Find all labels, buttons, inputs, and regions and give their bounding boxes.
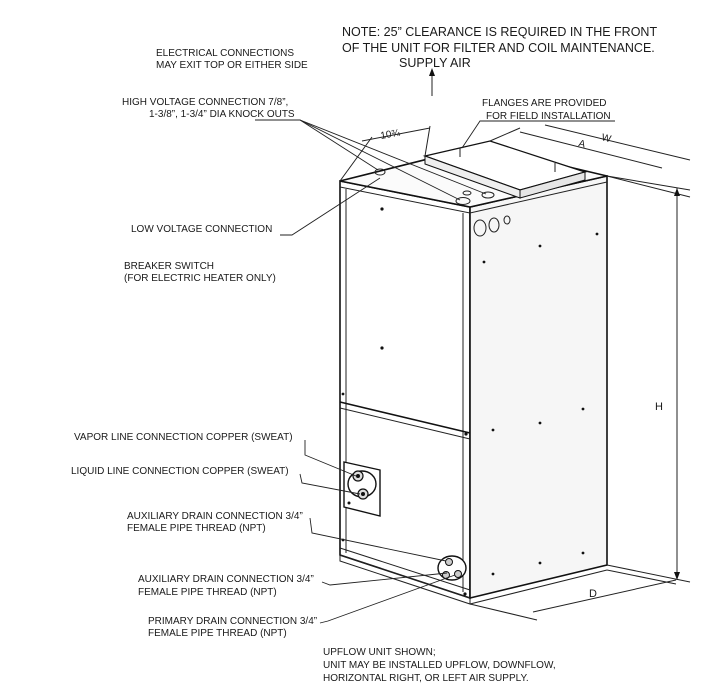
dim-d: D — [589, 588, 597, 600]
breaker-switch-line2: (FOR ELECTRIC HEATER ONLY) — [124, 273, 276, 284]
primary-drain-line2: FEMALE PIPE THREAD (NPT) — [148, 628, 287, 639]
aux-drain-lower-line1: AUXILIARY DRAIN CONNECTION 3/4” — [138, 574, 314, 585]
flanges-line1: FLANGES ARE PROVIDED — [482, 98, 607, 109]
electrical-connections-line2: MAY EXIT TOP OR EITHER SIDE — [156, 60, 308, 71]
notes — [342, 25, 657, 70]
dim-a: A — [577, 138, 587, 151]
cabinet-front-face — [340, 181, 470, 598]
liquid-line-label: LIQUID LINE CONNECTION COPPER (SWEAT) — [71, 466, 289, 477]
cabinet-side-face — [470, 176, 607, 598]
upflow-note-line1: UPFLOW UNIT SHOWN; — [323, 647, 436, 658]
high-voltage-line1: HIGH VOLTAGE CONNECTION 7/8”, — [122, 97, 289, 108]
clearance-note-line2: OF THE UNIT FOR FILTER AND COIL MAINTENANCE. — [342, 41, 655, 55]
upflow-note-line3: HORIZONTAL RIGHT, OR LEFT AIR SUPPLY. — [323, 673, 529, 684]
upflow-note — [323, 647, 556, 684]
upflow-note-line2: UNIT MAY BE INSTALLED UPFLOW, DOWNFLOW, — [323, 660, 556, 671]
aux-drain-upper-line1: AUXILIARY DRAIN CONNECTION 3/4” — [127, 511, 303, 522]
dim-top-width: 10¾ — [379, 127, 401, 142]
clearance-note-line1: NOTE: 25” CLEARANCE IS REQUIRED IN THE FRONT — [342, 25, 658, 39]
breaker-switch-line1: BREAKER SWITCH — [124, 261, 215, 272]
aux-drain-upper-line2: FEMALE PIPE THREAD (NPT) — [127, 523, 266, 534]
aux-drain-fitting-lower — [455, 571, 462, 578]
refrigerant-connections — [344, 462, 380, 516]
low-voltage-label: LOW VOLTAGE CONNECTION — [131, 224, 273, 235]
primary-drain-line1: PRIMARY DRAIN CONNECTION 3/4” — [148, 616, 318, 627]
aux-drain-lower-line2: FEMALE PIPE THREAD (NPT) — [138, 587, 277, 598]
cabinet — [340, 141, 607, 604]
dim-w: W — [600, 132, 613, 146]
aux-drain-fitting-upper — [446, 559, 453, 566]
flanges-line2: FOR FIELD INSTALLATION — [486, 111, 611, 122]
supply-air-label: SUPPLY AIR — [399, 56, 471, 70]
electrical-connections-line1: ELECTRICAL CONNECTIONS — [156, 48, 294, 59]
vapor-line-label: VAPOR LINE CONNECTION COPPER (SWEAT) — [74, 432, 293, 443]
dim-h: H — [655, 401, 663, 413]
high-voltage-line2: 1-3/8”, 1-3/4” DIA KNOCK OUTS — [149, 109, 295, 120]
